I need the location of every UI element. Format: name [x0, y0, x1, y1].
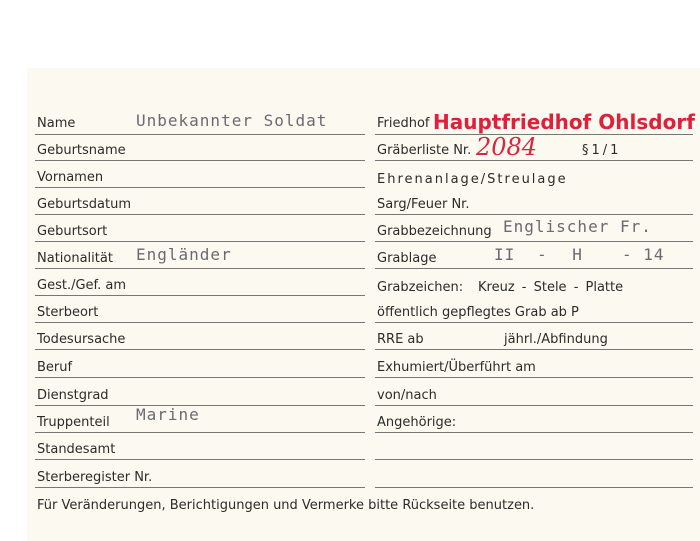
value-name: Unbekannter Soldat: [136, 111, 328, 130]
value-paragraph: §1/1: [582, 143, 622, 158]
rule-gest-gef-am: [35, 295, 365, 296]
value-truppenteil: Marine: [136, 405, 200, 424]
label-beruf: Beruf: [37, 360, 73, 375]
label-todesursache: Todesursache: [37, 332, 126, 347]
rule-sterbeort: [35, 322, 365, 323]
label-exhumiert: Exhumiert/Überführt am: [377, 360, 536, 375]
label-grablage: Grablage: [377, 251, 437, 266]
label-friedhof: Friedhof: [377, 116, 430, 131]
rule-rre: [375, 349, 693, 350]
rule-angehoerige: [375, 432, 693, 433]
rule-standesamt: [35, 459, 365, 460]
label-jaehrl: jährl./Abfindung: [504, 332, 608, 347]
value-grabbezeichnung: Englischer Fr.: [503, 217, 652, 236]
rule-geburtsort: [35, 241, 365, 242]
label-sterberegister: Sterberegister Nr.: [37, 470, 153, 485]
rule-truppenteil: [35, 432, 365, 433]
label-angehoerige: Angehörige:: [377, 415, 457, 430]
rule-grabbezeichnung: [375, 241, 693, 242]
stamp-friedhof: Hauptfriedhof Ohlsdorf: [433, 110, 695, 134]
label-ehrenanlage: Ehrenanlage/Streulage: [377, 172, 568, 187]
rule-oeffentlich: [375, 322, 693, 323]
label-von-nach: von/nach: [377, 388, 437, 403]
label-dienstgrad: Dienstgrad: [37, 388, 109, 403]
label-geburtsort: Geburtsort: [37, 224, 108, 239]
label-sterbeort: Sterbeort: [37, 305, 99, 320]
rule-graeberliste: [375, 160, 693, 161]
label-gest-gef-am: Gest./Gef. am: [37, 278, 127, 293]
label-truppenteil: Truppenteil: [37, 415, 110, 430]
rule-geburtsname: [35, 160, 365, 161]
rule-nationalitaet: [35, 268, 365, 269]
label-sarg-feuer: Sarg/Feuer Nr.: [377, 197, 470, 212]
label-grabbezeichnung: Grabbezeichnung: [377, 224, 492, 239]
rule-name: [35, 134, 365, 135]
label-rre-ab: RRE ab: [377, 332, 424, 347]
rule-grablage: [375, 268, 693, 269]
value-grablage-1: II: [494, 245, 516, 264]
value-graeberliste: 2084: [476, 133, 538, 161]
rule-von-nach: [375, 405, 693, 406]
rule-vornamen: [35, 187, 365, 188]
rule-sterberegister: [35, 487, 365, 488]
value-nationalitaet: Engländer: [136, 245, 232, 264]
label-name: Name: [37, 116, 76, 131]
label-standesamt: Standesamt: [37, 442, 116, 457]
label-graeberliste: Gräberliste Nr.: [377, 143, 472, 158]
rule-sarg-feuer: [375, 214, 693, 215]
label-geburtsname: Geburtsname: [37, 143, 126, 158]
label-grabzeichen-options: Kreuz - Stele - Platte: [478, 280, 624, 295]
value-grablage-2: - H: [537, 245, 583, 264]
label-grabzeichen: Grabzeichen:: [377, 280, 464, 295]
rule-geburtsdatum: [35, 214, 365, 215]
rule-exhumiert: [375, 377, 693, 378]
footer-note: Für Veränderungen, Berichtigungen und Vermerke bitte Rückseite benutzen.: [37, 498, 535, 513]
rule-dienstgrad: [35, 405, 365, 406]
value-grablage-3: - 14: [622, 245, 665, 264]
label-vornamen: Vornamen: [37, 170, 104, 185]
rule-todesursache: [35, 349, 365, 350]
rule-beruf: [35, 377, 365, 378]
rule-angehoerige-2: [375, 459, 693, 460]
label-geburtsdatum: Geburtsdatum: [37, 197, 131, 212]
rule-angehoerige-3: [375, 487, 693, 488]
label-nationalitaet: Nationalität: [37, 251, 113, 266]
label-oeffentlich: öffentlich gepflegtes Grab ab P: [377, 305, 579, 320]
